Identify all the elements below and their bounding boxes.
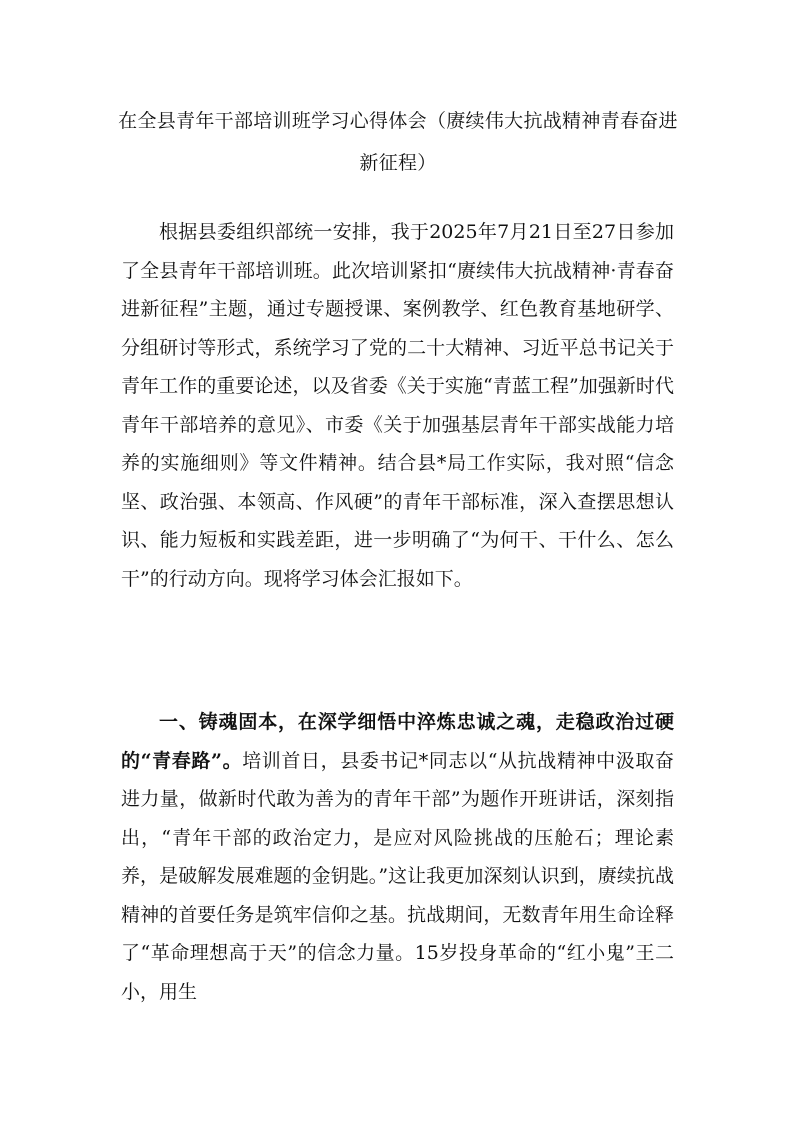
paragraph-section-one [121, 703, 674, 1011]
paragraph-intro-text: 根据县委组织部统一安排，我于2025年7月21日至27日参加了全县青年干部培训班。此次培训紧扣“赓续伟大抗战精神·青春奋进新征程”主题，通过专题授课、案例教学、红色教育基地研学、分组研讨等形式，系统学习了党的二十大精神、习近平总书记关于青年工作的重要论述，以及省委《关于实施“青蓝工程”加强新时代青年干部培养的意见》、市委《关于加强基层青年干部实战能力培养的实施细则》等文件精神。结合县*局工作实际，我对照“信念坚、政治强、本领高、作风硬”的青年干部标准，深入查摆思想认识、能力短板和实践差距，进一步明确了“为何干、干什么、怎么干”的行动方向。现将学习体会汇报如下。 [121, 221, 674, 590]
paragraph-intro [121, 213, 674, 598]
section-one-heading: 一、铸魂固本，在深学细悟中淬炼忠诚之魂，走稳政治过硬的“青春路”。 [121, 711, 674, 772]
section-one-text: 培训首日，县委书记*同志以“从抗战精神中汲取奋进力量，做新时代敢为善为的青年干部”为题作开班讲话，深刻指出，“青年干部的政治定力，是应对风险挑战的压舱石；理论素养，是破解发展难题的金钥匙。”这让我更加深刻认识到，赓续抗战精神的首要任务是筑牢信仰之基。抗战期间，无数青年用生命诠释了“革命理想高于天”的信念力量。15岁投身革命的“红小鬼”王二小，用生 [121, 749, 674, 1003]
document-title: 在全县青年干部培训班学习心得体会（赓续伟大抗战精神青春奋进新征程） [118, 110, 678, 174]
